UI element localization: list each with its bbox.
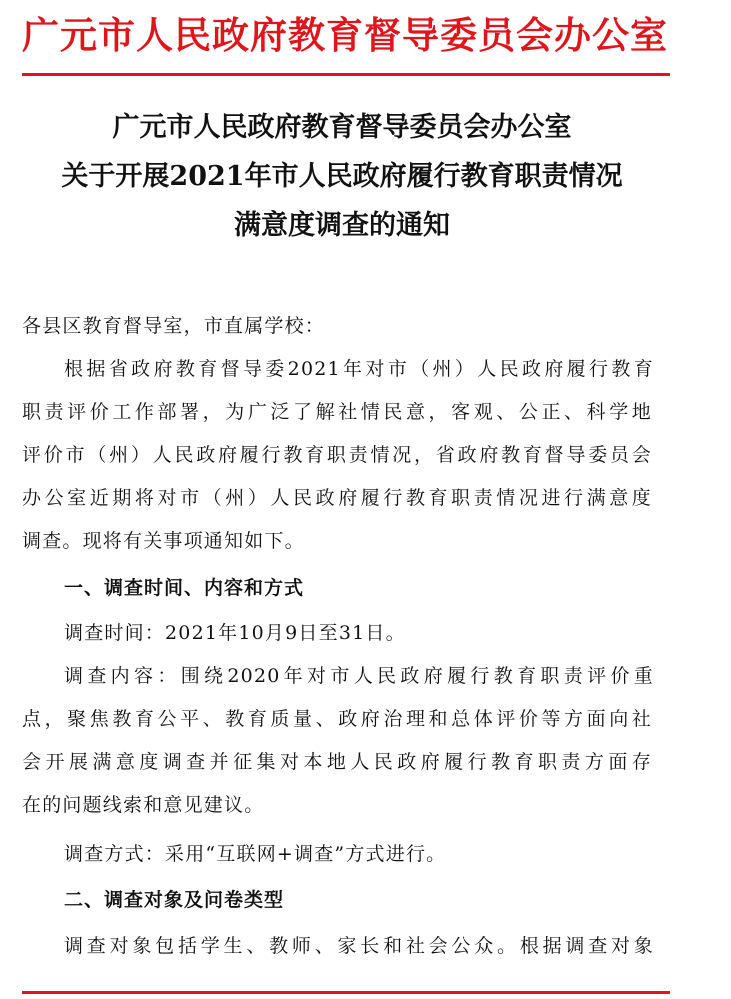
salutation: 各县区教育督导室，市直属学校：: [22, 315, 326, 337]
masthead-red-rule: [22, 73, 670, 76]
survey-method: 调查方式：采用“互联网+调查”方式进行。: [64, 843, 447, 865]
paragraph-line: 点，聚焦教育公平、教育质量、政府治理和总体评价等方面向社: [22, 708, 652, 730]
section-heading-1: 一、调查时间、内容和方式: [64, 577, 305, 599]
paragraph-line: 评价市（州）人民政府履行教育职责情况，省政府教育督导委员会: [22, 444, 652, 466]
section-heading-2: 二、调查对象及问卷类型: [64, 889, 285, 911]
paragraph-line: 在的问题线索和意见建议。: [22, 794, 265, 816]
paragraph-line: 调查内容：围绕2020年对市人民政府履行教育职责评价重: [64, 665, 654, 687]
title-line-3: 满意度调查的通知: [234, 210, 450, 241]
paragraph-line: 调查。现将有关事项通知如下。: [22, 530, 305, 552]
paragraph-line: 调查对象包括学生、教师、家长和社会公众。根据调查对象: [64, 935, 654, 957]
paragraph-line: 根据省政府教育督导委2021年对市（州）人民政府履行教育: [64, 358, 654, 380]
paragraph-line: 办公室近期将对市（州）人民政府履行教育职责情况进行满意度: [22, 487, 652, 509]
paragraph-line: 职责评价工作部署，为广泛了解社情民意，客观、公正、科学地: [22, 401, 652, 423]
document-masthead: 广元市人民政府教育督导委员会办公室: [22, 14, 668, 57]
title-line-1: 广元市人民政府教育督导委员会办公室: [112, 112, 572, 143]
title-line-2: 关于开展2021年市人民政府履行教育职责情况: [61, 161, 623, 192]
footer-red-rule: [22, 991, 670, 994]
paragraph-line: 会开展满意度调查并征集对本地人民政府履行教育职责方面存: [22, 751, 652, 773]
survey-time: 调查时间：2021年10月9日至31日。: [64, 622, 406, 644]
